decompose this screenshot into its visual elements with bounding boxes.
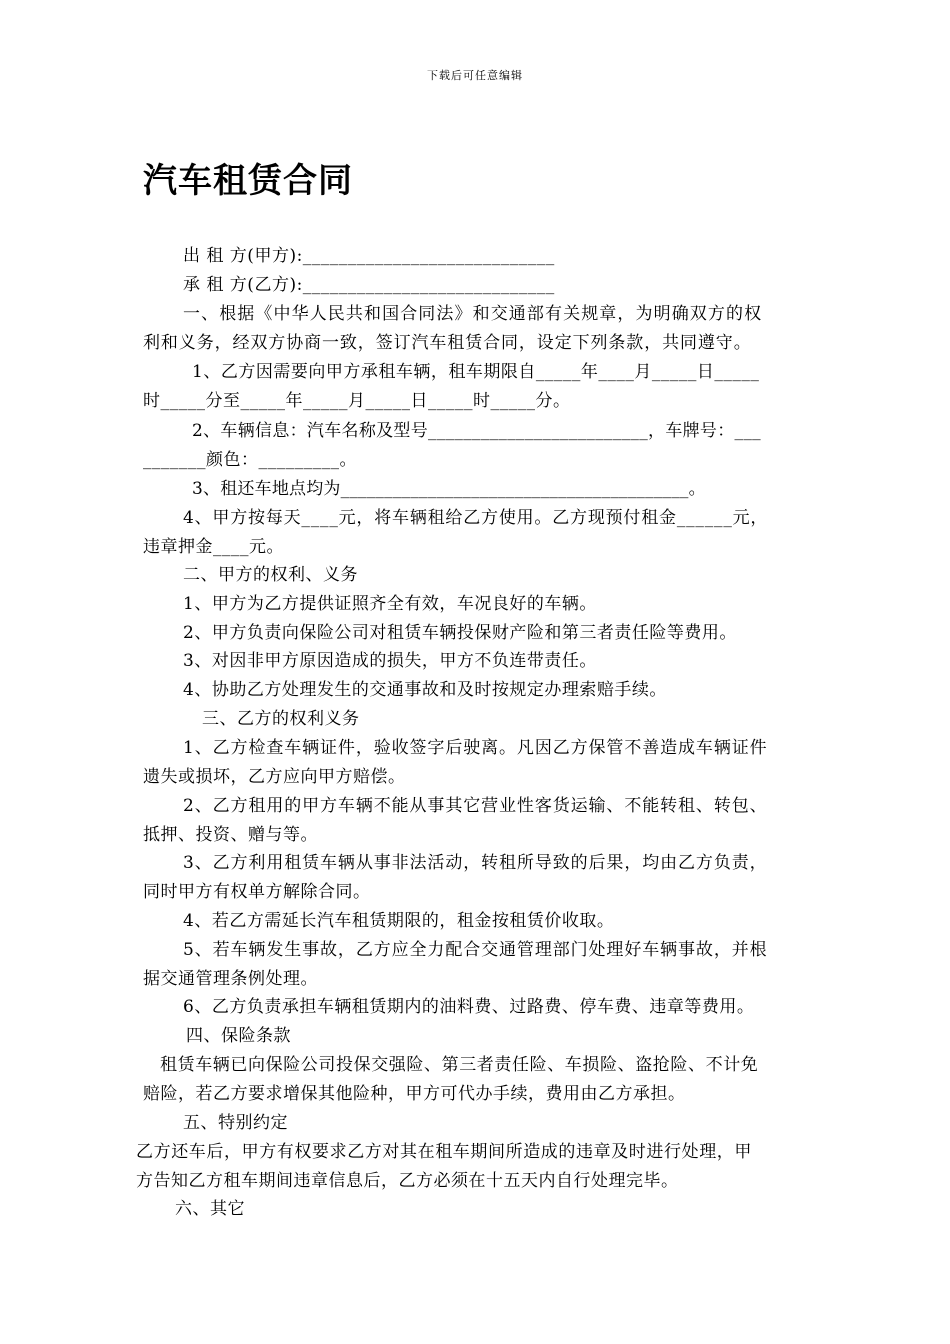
- party-a-line: 出 租 方(甲方):____________________________: [183, 246, 555, 266]
- item-1-1-line-1: 1、乙方因需要向甲方承租车辆，租车期限自_____年____月_____日_____: [192, 362, 760, 382]
- item-3-4-line: 4、若乙方需延长汽车租赁期限的，租金按租赁价收取。: [183, 911, 615, 931]
- item-3-1-line-1: 1、乙方检查车辆证件，验收签字后驶离。凡因乙方保管不善造成车辆证件: [183, 738, 768, 758]
- section-6-heading: 六、其它: [175, 1199, 245, 1219]
- section-4-body-line-1: 租赁车辆已向保险公司投保交强险、第三者责任险、车损险、盗抢险、不计免: [160, 1055, 759, 1075]
- item-3-5-line-1: 5、若车辆发生事故，乙方应全力配合交通管理部门处理好车辆事故，并根: [183, 940, 768, 960]
- page-header-note: 下载后可任意编辑: [427, 69, 523, 82]
- item-3-2-line-1: 2、乙方租用的甲方车辆不能从事其它营业性客货运输、不能转租、转包、: [183, 796, 768, 816]
- document-title: 汽车租赁合同: [143, 161, 353, 201]
- clause-1-intro-line-2: 利和义务，经双方协商一致，签订汽车租赁合同，设定下列条款，共同遵守。: [143, 333, 752, 353]
- section-2-heading: 二、甲方的权利、义务: [183, 565, 358, 585]
- item-2-1-line: 1、甲方为乙方提供证照齐全有效，车况良好的车辆。: [183, 594, 597, 614]
- section-4-heading: 四、保险条款: [186, 1026, 291, 1046]
- item-1-3-line: 3、租还车地点均为________________________________________。: [192, 479, 706, 499]
- section-3-heading: 三、乙方的权利义务: [202, 709, 360, 729]
- item-1-2-line-1: 2、车辆信息：汽车名称及型号_________________________，车牌号：___: [192, 421, 761, 441]
- item-3-3-line-1: 3、乙方利用租赁车辆从事非法活动，转租所导致的后果，均由乙方负责，: [183, 853, 768, 873]
- item-3-2-line-2: 抵押、投资、赠与等。: [143, 825, 318, 845]
- item-1-1-line-2: 时_____分至_____年_____月_____日_____时_____分。: [143, 391, 571, 411]
- section-5-body-line-1: 乙方还车后，甲方有权要求乙方对其在租车期间所造成的违章及时进行处理，甲: [136, 1142, 752, 1162]
- section-5-heading: 五、特别约定: [183, 1113, 288, 1133]
- item-1-4-line-2: 违章押金____元。: [143, 537, 284, 557]
- clause-1-intro-line-1: 一、根据《中华人民共和国合同法》和交通部有关规章，为明确双方的权: [183, 304, 763, 324]
- item-2-3-line: 3、对因非甲方原因造成的损失，甲方不负连带责任。: [183, 651, 597, 671]
- item-2-2-line: 2、甲方负责向保险公司对租赁车辆投保财产险和第三者责任险等费用。: [183, 623, 737, 643]
- item-2-4-line: 4、协助乙方处理发生的交通事故和及时按规定办理索赔手续。: [183, 680, 667, 700]
- item-3-6-line: 6、乙方负责承担车辆租赁期内的油料费、过路费、停车费、违章等费用。: [183, 997, 755, 1017]
- item-1-2-line-2: _______颜色：_________。: [143, 450, 357, 470]
- section-5-body-line-2: 方告知乙方租车期间违章信息后，乙方必须在十五天内自行处理完毕。: [136, 1171, 679, 1191]
- section-4-body-line-2: 赔险，若乙方要求增保其他险种，甲方可代办手续，费用由乙方承担。: [143, 1084, 686, 1104]
- item-1-4-line-1: 4、甲方按每天____元，将车辆租给乙方使用。乙方现预付租金______元，: [183, 508, 769, 528]
- item-3-3-line-2: 同时甲方有权单方解除合同。: [143, 882, 371, 902]
- item-3-5-line-2: 据交通管理条例处理。: [143, 969, 318, 989]
- party-b-line: 承 租 方(乙方):____________________________: [183, 275, 555, 295]
- item-3-1-line-2: 遗失或损坏，乙方应向甲方赔偿。: [143, 767, 406, 787]
